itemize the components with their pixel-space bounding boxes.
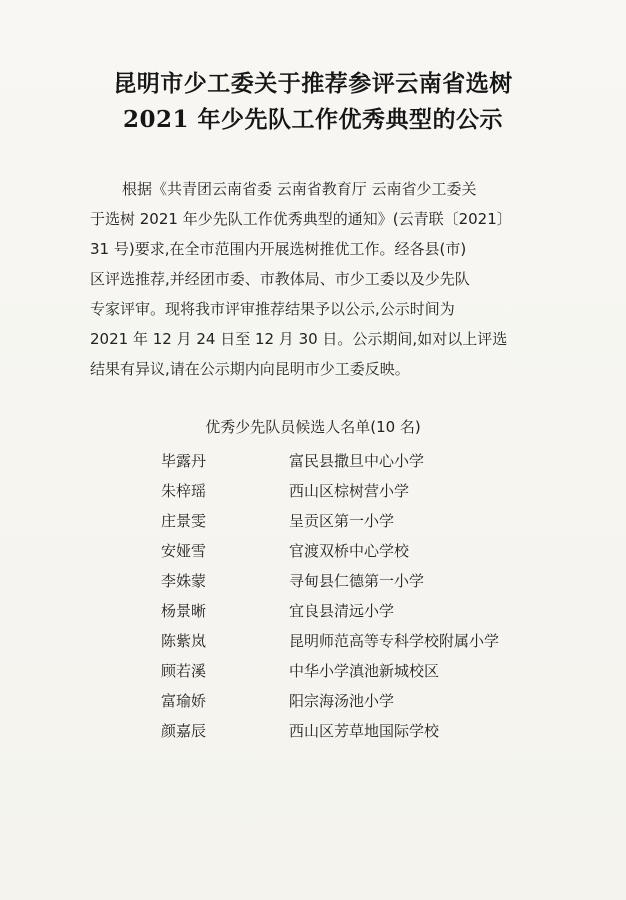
candidate-row [0, 686, 626, 716]
candidate-row [0, 446, 626, 476]
body-line: 31 号)要求,在全市范围内开展选树推优工作。经各县(市) [90, 240, 467, 258]
document-title-line-2: 2021 年少先队工作优秀典型的公示 [122, 106, 504, 133]
document-title-line-1: 昆明市少工委关于推荐参评云南省选树 [113, 70, 513, 97]
candidate-school: 官渡双桥中心学校 [289, 542, 410, 560]
candidate-name: 庄景雯 [161, 512, 207, 530]
candidate-school: 宜良县清远小学 [289, 602, 395, 620]
candidate-row [0, 506, 626, 536]
body-line: 于选树 2021 年少先队工作优秀典型的通知》(云青联〔2021〕 [90, 210, 512, 228]
candidate-name: 陈紫岚 [161, 632, 207, 650]
candidate-row [0, 656, 626, 686]
candidate-name: 朱梓瑶 [161, 482, 207, 500]
candidate-school: 阳宗海汤池小学 [289, 692, 395, 710]
candidate-row [0, 566, 626, 596]
candidate-school: 西山区芳草地国际学校 [289, 722, 440, 740]
candidate-school: 西山区棕树营小学 [289, 482, 410, 500]
candidate-row [0, 536, 626, 566]
body-line: 结果有异议,请在公示期内向昆明市少工委反映。 [90, 360, 410, 378]
body-line: 根据《共青团云南省委 云南省教育厅 云南省少工委关 [122, 180, 477, 198]
candidate-school: 中华小学滇池新城校区 [289, 662, 440, 680]
candidate-school: 昆明师范高等专科学校附属小学 [289, 632, 500, 650]
candidate-name: 毕露丹 [161, 452, 207, 470]
candidate-list-heading: 优秀少先队员候选人名单(10 名) [205, 418, 421, 436]
announcement-body [90, 174, 545, 384]
candidate-name: 顾若溪 [161, 662, 207, 680]
candidate-name: 安娅雪 [161, 542, 207, 560]
candidate-name: 富瑜娇 [161, 692, 207, 710]
candidate-row [0, 596, 626, 626]
candidate-row [0, 626, 626, 656]
candidate-name: 杨景晰 [161, 602, 207, 620]
candidate-row [0, 716, 626, 746]
candidate-school: 富民县撒旦中心小学 [289, 452, 425, 470]
body-line: 2021 年 12 月 24 日至 12 月 30 日。公示期间,如对以上评选 [90, 330, 508, 348]
body-line: 区评选推荐,并经团市委、市教体局、市少工委以及少先队 [90, 270, 470, 288]
candidate-name: 颜嘉辰 [161, 722, 207, 740]
candidate-row [0, 476, 626, 506]
candidate-school: 寻甸县仁德第一小学 [289, 572, 425, 590]
candidate-school: 呈贡区第一小学 [289, 512, 395, 530]
body-line: 专家评审。现将我市评审推荐结果予以公示,公示时间为 [90, 300, 455, 318]
candidate-name: 李姝蒙 [161, 572, 207, 590]
candidate-list [0, 446, 626, 746]
